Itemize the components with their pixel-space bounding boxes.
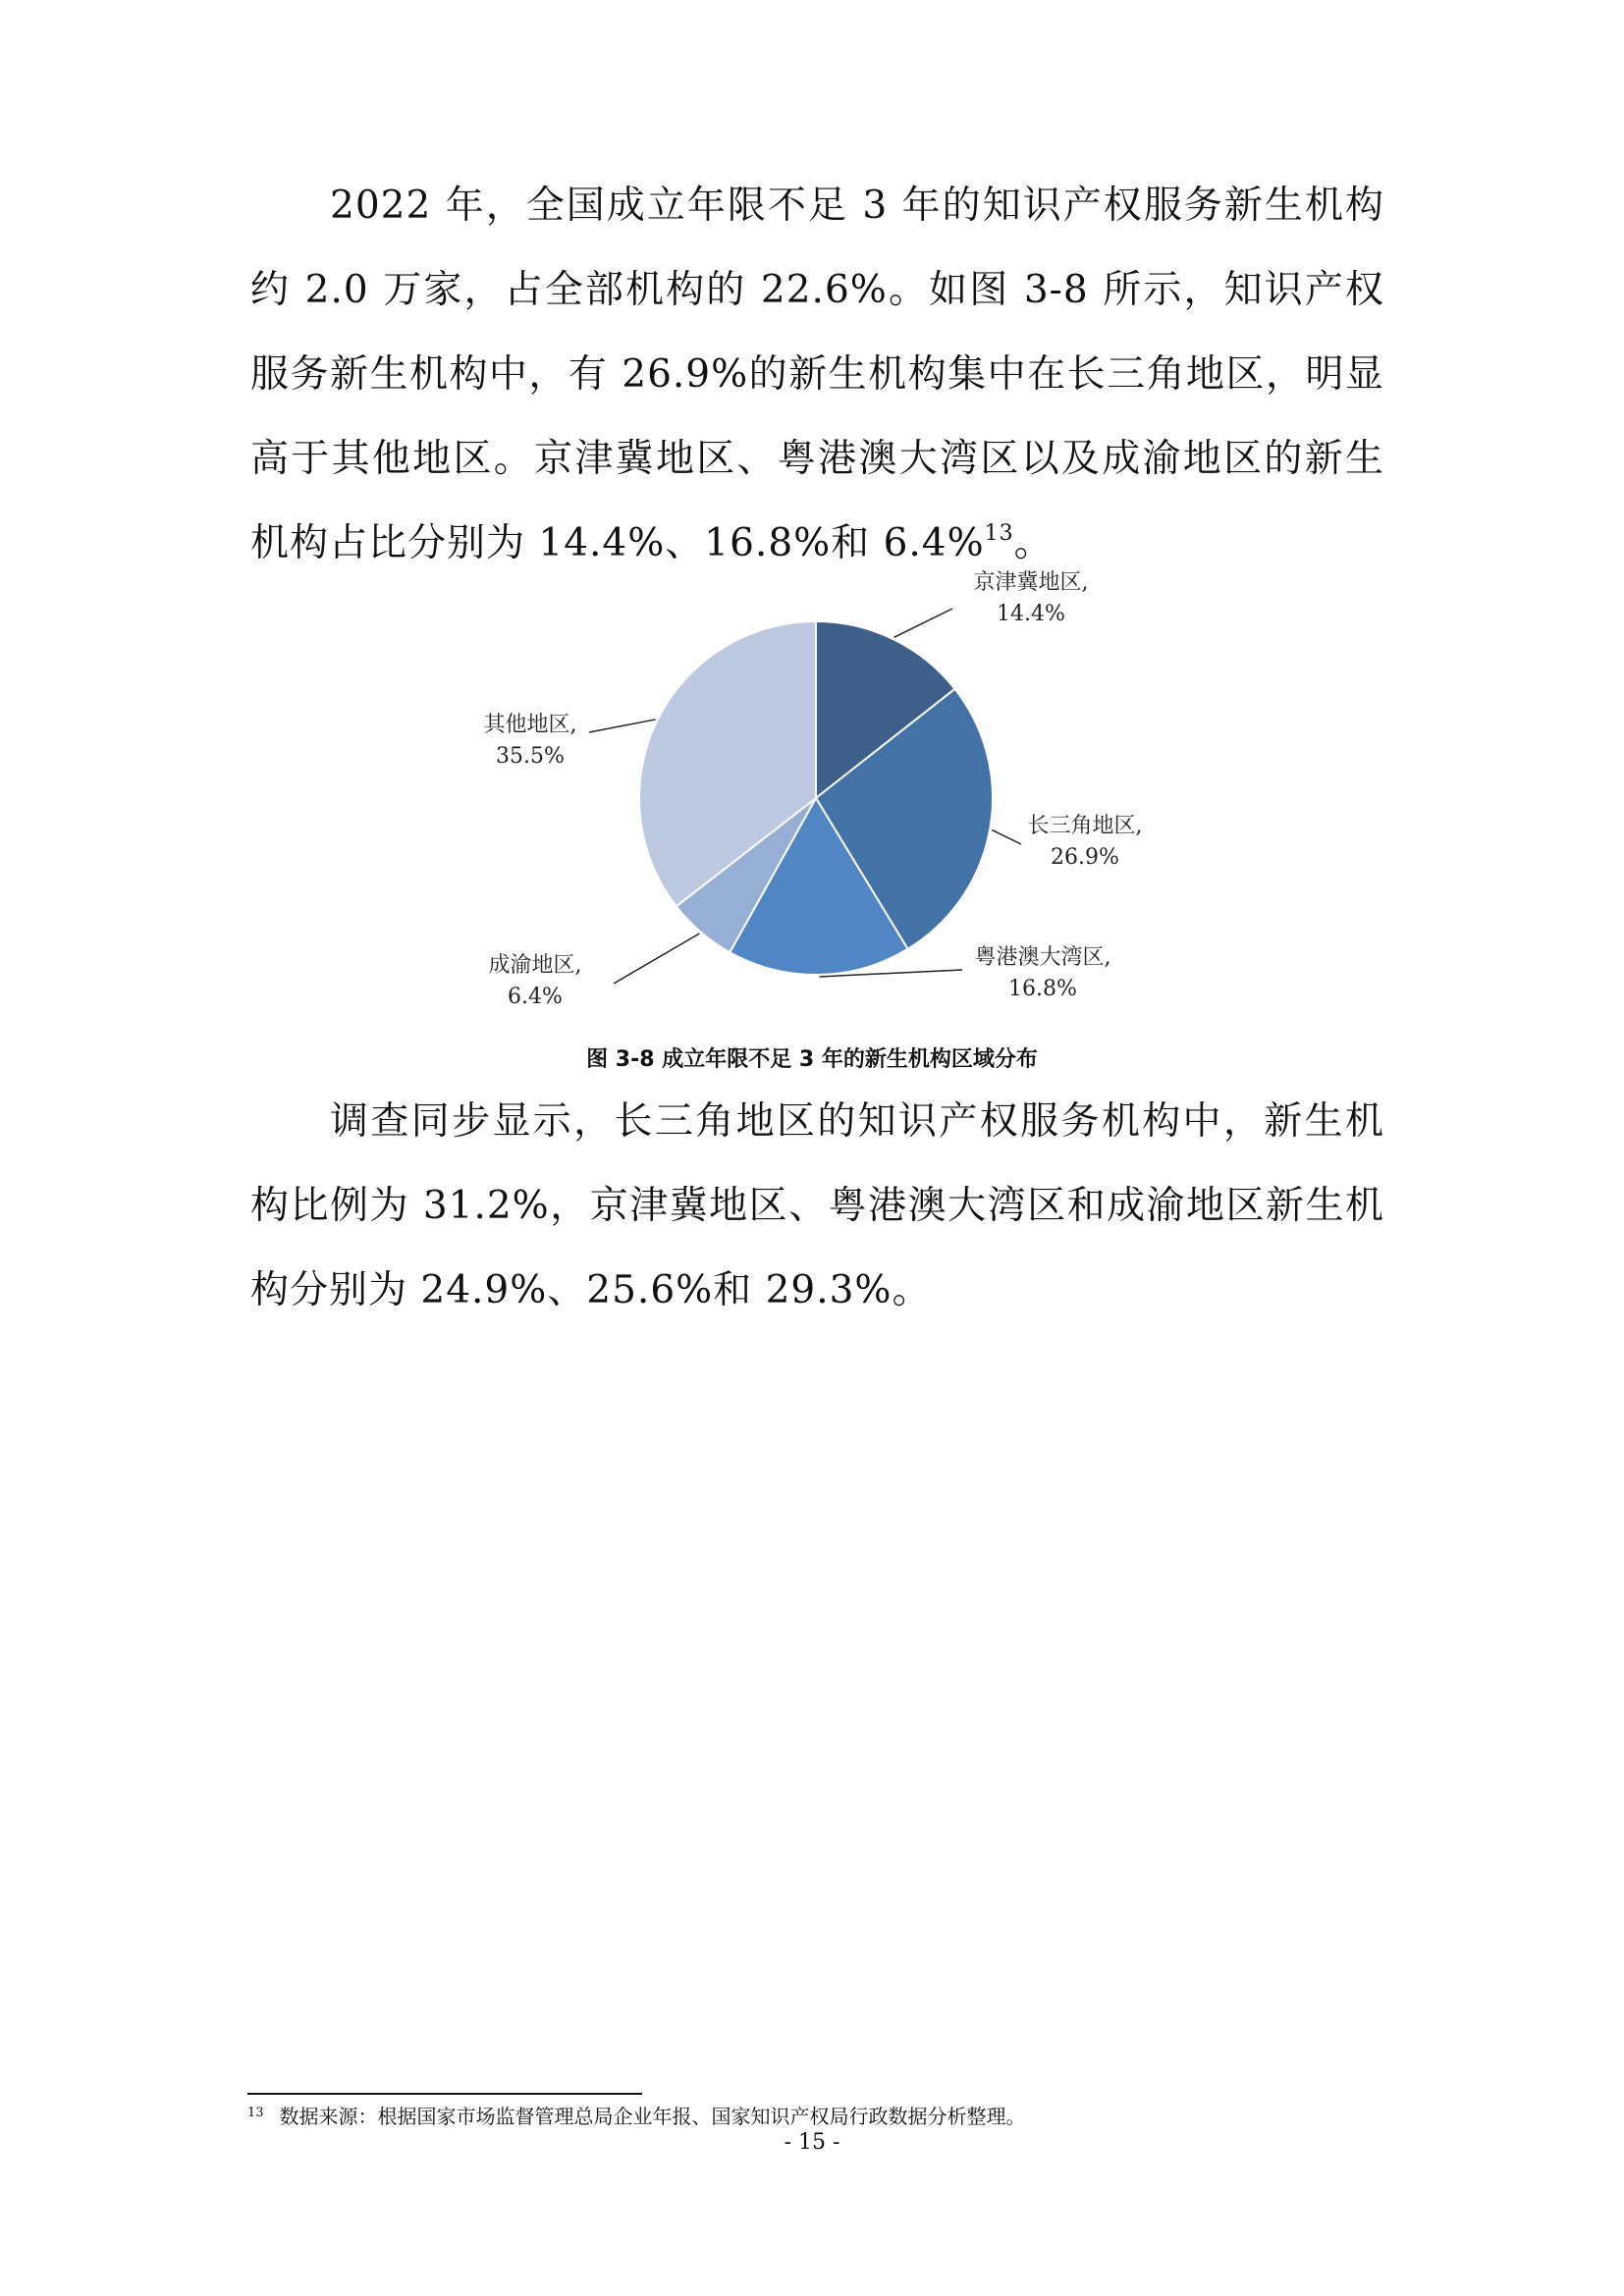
- footnote-number: 13: [247, 2106, 264, 2120]
- pie-slice-label: 成渝地区,: [488, 953, 582, 978]
- paragraph-1-end: 。: [1013, 521, 1054, 565]
- pie-slice-value-label: 6.4%: [508, 985, 563, 1009]
- pie-slice-value-label: 26.9%: [1051, 845, 1119, 870]
- page-number: - 15 -: [784, 2130, 840, 2155]
- pie-slice-value-label: 16.8%: [1008, 977, 1077, 1001]
- pie-slice-label: 粤港澳大湾区,: [974, 945, 1111, 970]
- pie-leader-line: [894, 609, 952, 637]
- pie-leader-line: [992, 829, 1021, 844]
- pie-slice-label: 其他地区,: [483, 713, 577, 737]
- body-paragraph-2: 调查同步显示，长三角地区的知识产权服务机构中，新生机构比例为 31.2%，京津冀地区、粤港澳大湾区和成渝地区新生机构分别为 24.9%、25.6%和 29.3%。: [250, 1099, 1384, 1312]
- pie-leader-line: [614, 934, 699, 984]
- footnote: [247, 2101, 1426, 2129]
- body-paragraph-1: [250, 164, 1384, 586]
- pie-chart: [393, 560, 1237, 1031]
- pie-slice-label: 长三角地区,: [1027, 814, 1143, 838]
- footnote-reference[interactable]: 13: [984, 521, 1014, 546]
- paragraph-1-text: 2022 年，全国成立年限不足 3 年的知识产权服务新生机构约 2.0 万家，占全部机构的 22.6%。如图 3-8 所示，知识产权服务新生机构中，有 26.9%的新生机构集中在长三角地区，明显高于其他地区。京津冀地区、粤港澳大湾区以及成渝地区的新生机构占比分别为 14.4%、16.8%和 6.4%: [250, 184, 1384, 565]
- pie-slice-value-label: 35.5%: [496, 744, 565, 769]
- footnote-divider: [247, 2093, 642, 2095]
- pie-slices: [639, 621, 993, 975]
- figure-caption: 图 3-8 成立年限不足 3 年的新生机构区域分布: [586, 1047, 1038, 1072]
- pie-leader-line: [589, 720, 656, 732]
- pie-slice-value-label: 14.4%: [997, 602, 1065, 626]
- footnote-text: 数据来源：根据国家市场监督管理总局企业年报、国家知识产权局行政数据分析整理。: [279, 2105, 1026, 2128]
- pie-slice-label: 京津冀地区,: [973, 570, 1089, 595]
